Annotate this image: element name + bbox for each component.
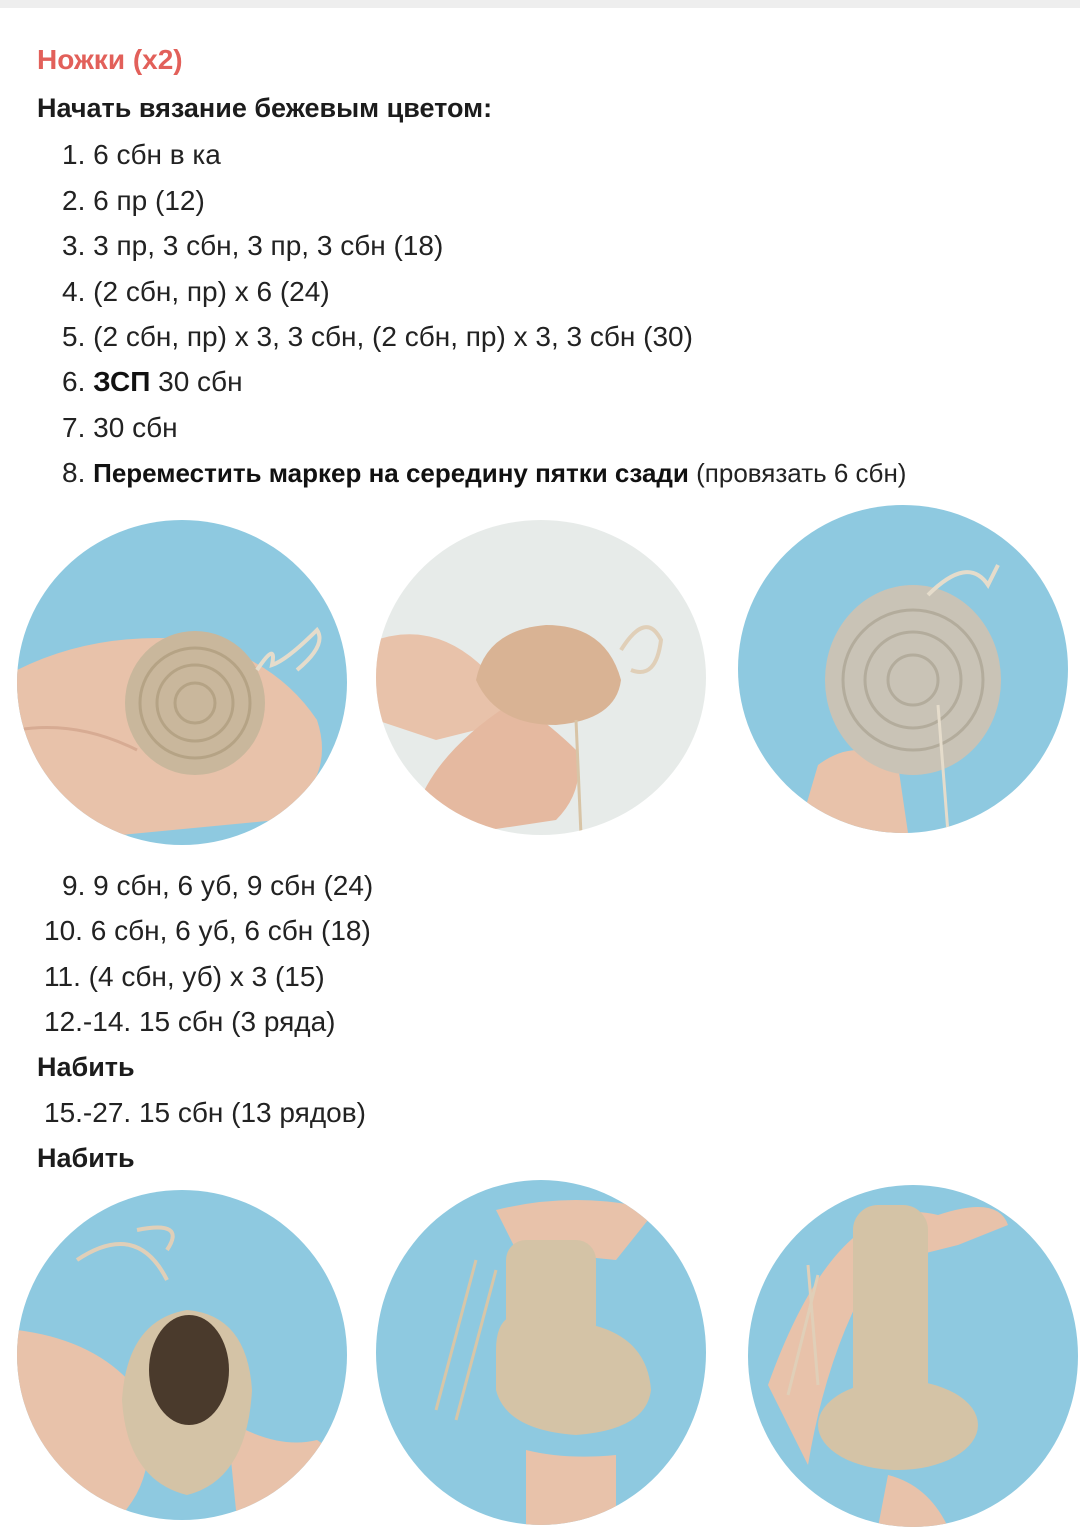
step-row (62, 457, 906, 489)
step-text: (2 сбн, пр) х 3, 3 сбн, (2 сбн, пр) х 3, 3 сбн (30) (93, 321, 693, 352)
step-text: 6 сбн, 6 уб, 6 сбн (18) (90, 915, 371, 946)
step-text: 6 пр (12) (93, 185, 205, 216)
step-bold: ЗСП (93, 366, 151, 397)
step-number: 9. (62, 870, 86, 901)
section-title: Ножки (х2) (37, 44, 183, 75)
step-row (62, 139, 221, 171)
step-text: 6 сбн в ка (93, 139, 221, 170)
photo-open-foot-illustration (17, 1190, 347, 1520)
step-row (62, 366, 243, 398)
step-row (62, 870, 373, 902)
step-number: 3. (62, 230, 86, 261)
step-row (44, 1006, 336, 1038)
step-bold: Переместить маркер на середину пятки сзади (93, 458, 689, 488)
step-number: 5. (62, 321, 86, 352)
stuff-note: Набить (37, 1052, 135, 1082)
step-text: (2 сбн, пр) х 6 (24) (93, 276, 330, 307)
step-text: 15 сбн (13 рядов) (138, 1097, 366, 1128)
step-number: 4. (62, 276, 86, 307)
step-row (62, 230, 443, 262)
stuff-note: Набить (37, 1143, 135, 1173)
step-row (62, 321, 693, 353)
step-row (62, 185, 205, 217)
step-row (62, 276, 330, 308)
step-row (44, 961, 325, 993)
step-text: 9 сбн, 6 уб, 9 сбн (24) (93, 870, 374, 901)
step-number: 12.-14. (44, 1006, 132, 1037)
step-row (44, 915, 371, 947)
step-number: 10. (44, 915, 83, 946)
step-text: 3 пр, 3 сбн, 3 пр, 3 сбн (18) (93, 230, 444, 261)
photo-leg-complete-illustration (748, 1185, 1078, 1527)
photo-open-foot (17, 1190, 347, 1520)
photo-heel-back (738, 505, 1068, 833)
step-number: 15.-27. (44, 1097, 132, 1128)
step-text: (провязать 6 сбн) (688, 458, 907, 488)
step-text: 30 сбн (150, 366, 243, 397)
photo-heel-cup-illustration (376, 520, 706, 835)
step-text: (4 сбн, уб) х 3 (15) (88, 961, 325, 992)
photo-flat-circle (17, 520, 347, 845)
top-bar (0, 0, 1080, 8)
step-row (44, 1097, 366, 1129)
step-number: 7. (62, 412, 86, 443)
step-number: 11. (44, 961, 81, 992)
photo-heel-back-illustration (738, 505, 1068, 833)
photo-foot-side (376, 1180, 706, 1525)
step-number: 8. (62, 457, 86, 488)
photo-leg-complete (748, 1185, 1078, 1527)
step-text: 30 сбн (93, 412, 178, 443)
photo-flat-circle-illustration (17, 520, 347, 845)
step-number: 6. (62, 366, 86, 397)
photo-foot-side-illustration (376, 1180, 706, 1525)
intro-text: Начать вязание бежевым цветом: (37, 93, 493, 123)
step-number: 2. (62, 185, 86, 216)
step-number: 1. (62, 139, 86, 170)
step-text: 15 сбн (3 ряда) (138, 1006, 336, 1037)
photo-heel-cup (376, 520, 706, 835)
step-row (62, 412, 178, 444)
